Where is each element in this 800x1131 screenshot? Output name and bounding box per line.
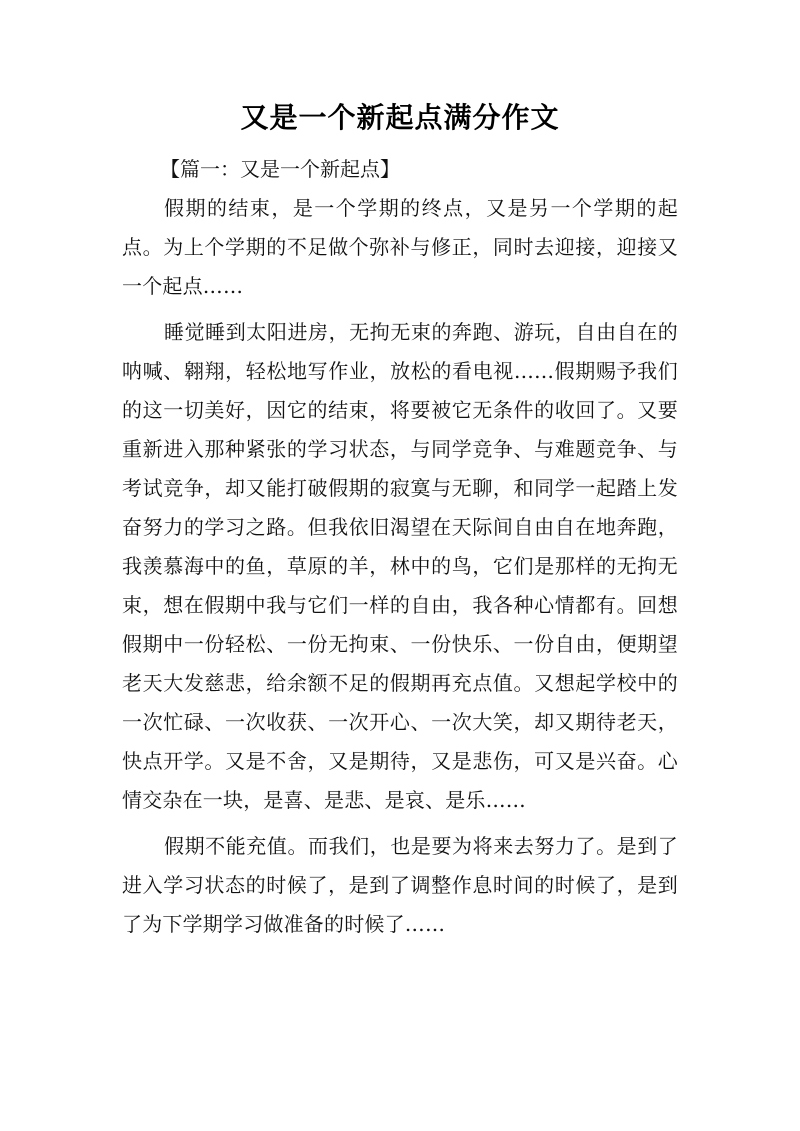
section-heading: 【篇一：又是一个新起点】: [160, 157, 400, 181]
page-title: 又是一个新起点满分作文: [240, 101, 560, 134]
paragraph-2: 睡觉睡到太阳进房，无拘无束的奔跑、游玩，自由自在的呐喊、翱翔，轻松地写作业，放松的看电视……假期赐予我们的这一切美好，因它的结束，将要被它无条件的收回了。又要重新进入那种紧张的学习状态，与同学竞争、与难题竞争、与考试竞争，却又能打破假期的寂寞与无聊，和同学一起踏上发奋努力的学习之路。但我依旧渴望在天际间自由自在地奔跑，我羡慕海中的鱼，草原的羊，林中的鸟，它们是那样的无拘无束，想在假期中我与它们一样的自由，我各种心情都有。回想假期中一份轻松、一份无拘束、一份快乐、一份自由，便期望老天大发慈悲，给余额不足的假期再充点值。又想起学校中的一次忙碌、一次收获、一次开心、一次大笑，却又期待老天，快点开学。又是不舍，又是期待，又是悲伤，可又是兴奋。心情交杂在一块，是喜、是悲、是哀、是乐……: [122, 320, 678, 812]
paragraph-3: 假期不能充值。而我们，也是要为将来去努力了。是到了进入学习状态的时候了，是到了调整作息时间的时候了，是到了为下学期学习做准备的时候了……: [122, 834, 678, 936]
paragraph-1: 假期的结束，是一个学期的终点，又是另一个学期的起点。为上个学期的不足做个弥补与修正，同时去迎接，迎接又一个起点……: [122, 196, 678, 298]
